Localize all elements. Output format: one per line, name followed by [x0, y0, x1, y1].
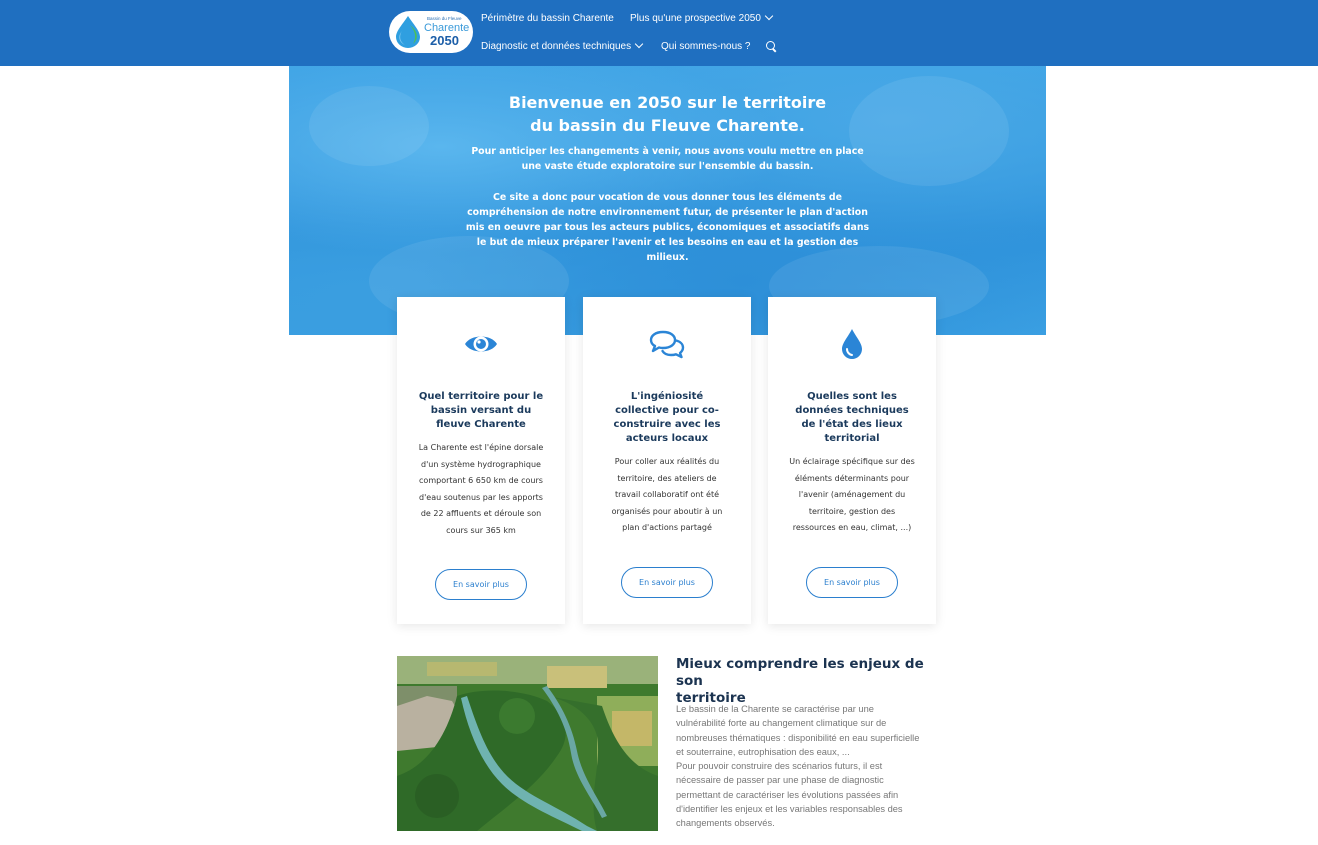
card-text-line: territoire, gestion des [808, 506, 896, 516]
site-logo[interactable] [389, 11, 473, 53]
card-text-line: travail collaboratif ont été [614, 490, 720, 499]
nav-prospective-label: Plus qu'une prospective 2050 [630, 13, 761, 24]
hero-body-line4: le but de mieux préparer l'avenir et les besoins en eau et la gestion des [476, 237, 859, 248]
card-title-line: L'ingéniosité [630, 391, 704, 402]
card-text-line: comportant 6 650 km de cours [419, 476, 543, 485]
card-text-line: cours sur 365 km [446, 525, 516, 535]
card-title [411, 390, 551, 432]
hero-body-line3: mis en oeuvre par tous les acteurs publics, économiques et associatifs dans [465, 222, 870, 233]
card-text-line: territoire, des ateliers de [617, 473, 717, 483]
nav-qui-label: Qui sommes-nous ? [661, 41, 751, 52]
nav-prospective[interactable] [630, 13, 772, 24]
site-header [0, 0, 1318, 66]
card-title-line: acteurs locaux [625, 433, 709, 444]
nav-diagnostic[interactable] [481, 41, 642, 52]
en-savoir-plus-button[interactable]: En savoir plus [621, 567, 713, 598]
section-text-line: Pour pouvoir construire des scénarios futurs, il est [676, 761, 883, 772]
logo-year: 2050 [430, 33, 459, 48]
section-text [676, 702, 938, 831]
card-text-line: de 22 affluents et déroule son [420, 509, 542, 518]
card-title [782, 390, 922, 446]
section-title-line: Mieux comprendre les enjeux de son [676, 656, 924, 689]
aerial-river-photo [397, 656, 658, 831]
hero-title-line1: Bienvenue en 2050 sur le territoire [508, 93, 827, 112]
card-title-line: fleuve Charente [436, 419, 526, 430]
water-drop-logo-icon [393, 15, 423, 49]
card-text [601, 454, 733, 537]
section-text-line: nécessaire de passer par une phase de diagnostic [676, 775, 884, 786]
card-text-line: ressources en eau, climat, ...) [792, 523, 912, 532]
section-text-line: changements observés. [676, 818, 775, 829]
card-title-line: Quel territoire pour le [418, 391, 544, 402]
hero-body-line2: compréhension de notre environnement futur, de présenter le plan d'action [467, 207, 868, 218]
card-title-line: Quelles sont les [807, 391, 897, 402]
card-text-line: l'avenir (aménagement du [798, 490, 906, 499]
card-donnees-techniques [768, 297, 936, 624]
card-text [780, 454, 924, 537]
card-text-line: Pour coller aux réalités du [614, 457, 720, 466]
hero-body-line1: Ce site a donc pour vocation de vous donner tous les éléments de [493, 192, 842, 203]
logo-name: Charente [424, 22, 470, 34]
section-title-line: territoire [676, 690, 746, 706]
card-ingeniosite [583, 297, 751, 624]
hero-intro-line2: une vaste étude exploratoire sur l'ensemble du bassin. [521, 161, 814, 172]
section-text-line: permettant de caractériser les évolutions passées afin [676, 789, 899, 800]
card-title-line: territorial [824, 433, 880, 444]
nav-diagnostic-label: Diagnostic et données techniques [481, 41, 632, 52]
hero-title-line2: du bassin du Fleuve Charente. [530, 116, 805, 135]
section-text-line: d'identifier les enjeux et les variables responsables des [676, 804, 903, 815]
section-text-line: et souterraine, eutrophisation des eaux, ... [676, 746, 850, 757]
card-title-line: construire avec les [613, 419, 721, 430]
section-text-line: Le bassin de la Charente se caractérise par une [676, 704, 874, 714]
card-title-line: données techniques [795, 405, 909, 416]
chevron-down-icon [635, 40, 643, 48]
hero-banner [289, 66, 1046, 335]
section-text-line: vulnérabilité forte au changement climatique sur de [676, 718, 887, 729]
en-savoir-plus-button[interactable]: En savoir plus [806, 567, 898, 598]
aerial-river-image [397, 656, 658, 831]
card-territoire [397, 297, 565, 624]
card-text-line: Un éclairage spécifique sur des [789, 457, 915, 466]
eye-icon [397, 327, 565, 361]
card-text-line: d'un système hydrographique [421, 459, 541, 469]
nav-qui-sommes-nous[interactable] [661, 41, 750, 52]
card-text-line: La Charente est l'épine dorsale [418, 443, 544, 452]
hero-intro-line1: Pour anticiper les changements à venir, nous avons voulu mettre en place [471, 146, 864, 157]
card-title-line: collective pour co- [615, 405, 719, 416]
search-icon[interactable] [766, 41, 775, 50]
logo-subtitle: Bassin du Fleuve [427, 16, 462, 21]
nav-perimetre-label: Périmètre du bassin Charente [481, 13, 614, 24]
card-title-line: de l'état des lieux [801, 419, 903, 430]
card-text-line: organisés pour aboutir à un [611, 506, 723, 516]
card-text [415, 440, 547, 539]
card-text-line: d'eau soutenus par les apports [419, 492, 543, 502]
chevron-down-icon [765, 12, 773, 20]
card-title [597, 390, 737, 446]
hero-body-line5: milieux. [646, 252, 689, 263]
comments-icon [583, 327, 751, 361]
section-title [676, 656, 946, 707]
section-text-line: nombreuses thématiques : disponibilité en eau superficielle [676, 732, 920, 743]
nav-perimetre[interactable] [481, 13, 614, 24]
en-savoir-plus-button[interactable]: En savoir plus [435, 569, 527, 600]
card-title-line: bassin versant du [430, 405, 532, 416]
card-text-line: éléments déterminants pour [794, 473, 910, 483]
card-text-line: plan d'actions partagé [622, 523, 712, 532]
water-drop-icon [768, 327, 936, 361]
